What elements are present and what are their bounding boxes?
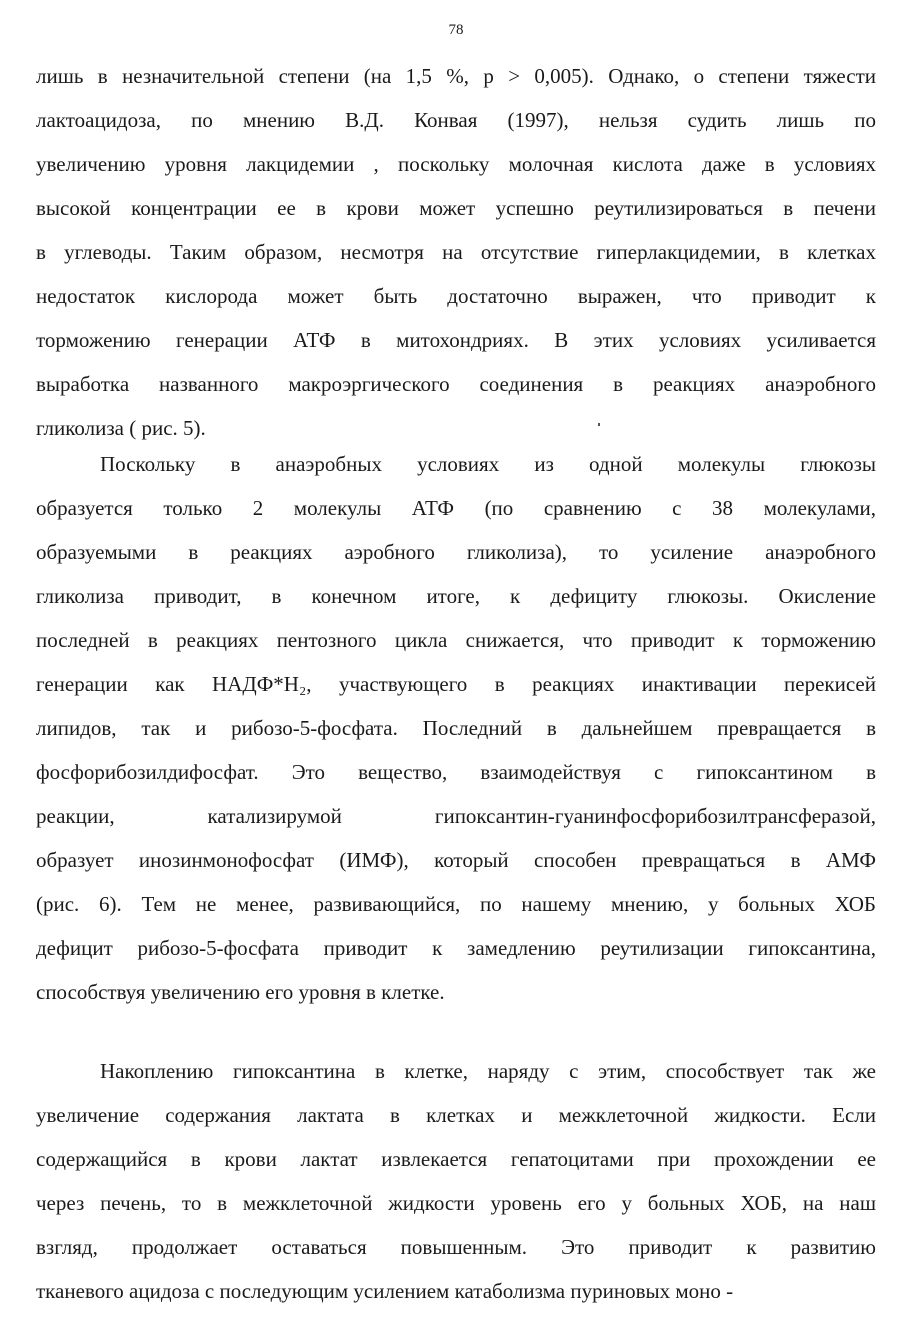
text-line: образует инозинмонофосфат (ИМФ), который способен превращаться в АМФ [36, 848, 876, 872]
text-line: содержащийся в крови лактат извлекается гепатоцитами при прохождении ее [36, 1147, 876, 1171]
scan-speck [598, 423, 600, 426]
text-line: тканевого ацидоза с последующим усилением катаболизма пуриновых моно - [36, 1279, 734, 1303]
text-line: торможению генерации АТФ в митохондриях. В этих условиях усиливается [36, 328, 876, 352]
text-line: образуемыми в реакциях аэробного гликолиза), то усиление анаэробного [36, 540, 876, 564]
text-line: через печень, то в межклеточной жидкости уровень его у больных ХОБ, на наш [36, 1191, 876, 1215]
text-line: последней в реакциях пентозного цикла снижается, что приводит к торможению [36, 628, 876, 652]
text-line: увеличению уровня лакцидемии , поскольку молочная кислота даже в условиях [36, 152, 876, 176]
text-line: реакции, катализирумой гипоксантин-гуанинфосфорибозилтрансферазой, [36, 804, 876, 828]
text-line: высокой концентрации ее в крови может успешно реутилизироваться в печени [36, 196, 876, 220]
text-line: способствуя увеличению его уровня в клетке. [36, 980, 445, 1004]
paragraph-3 [36, 1049, 876, 1313]
text-line: генерации как НАДФ*Н₂, участвующего в реакциях инактивации перекисей [36, 672, 876, 696]
text-line: выработка названного макроэргического соединения в реакциях анаэробного [36, 372, 876, 396]
paragraph-1 [36, 54, 876, 450]
text-line: гликолиза ( рис. 5). [36, 416, 206, 440]
text-line: образуется только 2 молекулы АТФ (по сравнению с 38 молекулами, [36, 496, 876, 520]
paragraph-2 [36, 442, 876, 1014]
text-line: гликолиза приводит, в конечном итоге, к дефициту глюкозы. Окисление [36, 584, 876, 608]
text-line: фосфорибозилдифосфат. Это вещество, взаимодействуя с гипоксантином в [36, 760, 876, 784]
text-line: взгляд, продолжает оставаться повышенным. Это приводит к развитию [36, 1235, 876, 1259]
text-line: увеличение содержания лактата в клетках и межклеточной жидкости. Если [36, 1103, 876, 1127]
text-line: лишь в незначительной степени (на 1,5 %, p > 0,005). Однако, о степени тяжести [36, 64, 876, 88]
text-line: лактоацидоза, по мнению В.Д. Конвая (1997), нельзя судить лишь по [36, 108, 876, 132]
text-line: (рис. 6). Тем не менее, развивающийся, по нашему мнению, у больных ХОБ [36, 892, 876, 916]
text-line: дефицит рибозо-5-фосфата приводит к замедлению реутилизации гипоксантина, [36, 936, 876, 960]
text-line: недостаток кислорода может быть достаточно выражен, что приводит к [36, 284, 876, 308]
text-line: в углеводы. Таким образом, несмотря на отсутствие гиперлакцидемии, в клетках [36, 240, 876, 264]
text-line: Накоплению гипоксантина в клетке, наряду с этим, способствует так же [100, 1059, 876, 1083]
text-line: Поскольку в анаэробных условиях из одной молекулы глюкозы [100, 452, 876, 476]
text-line: липидов, так и рибозо-5-фосфата. Последний в дальнейшем превращается в [36, 716, 876, 740]
page-number: 78 [448, 22, 464, 38]
